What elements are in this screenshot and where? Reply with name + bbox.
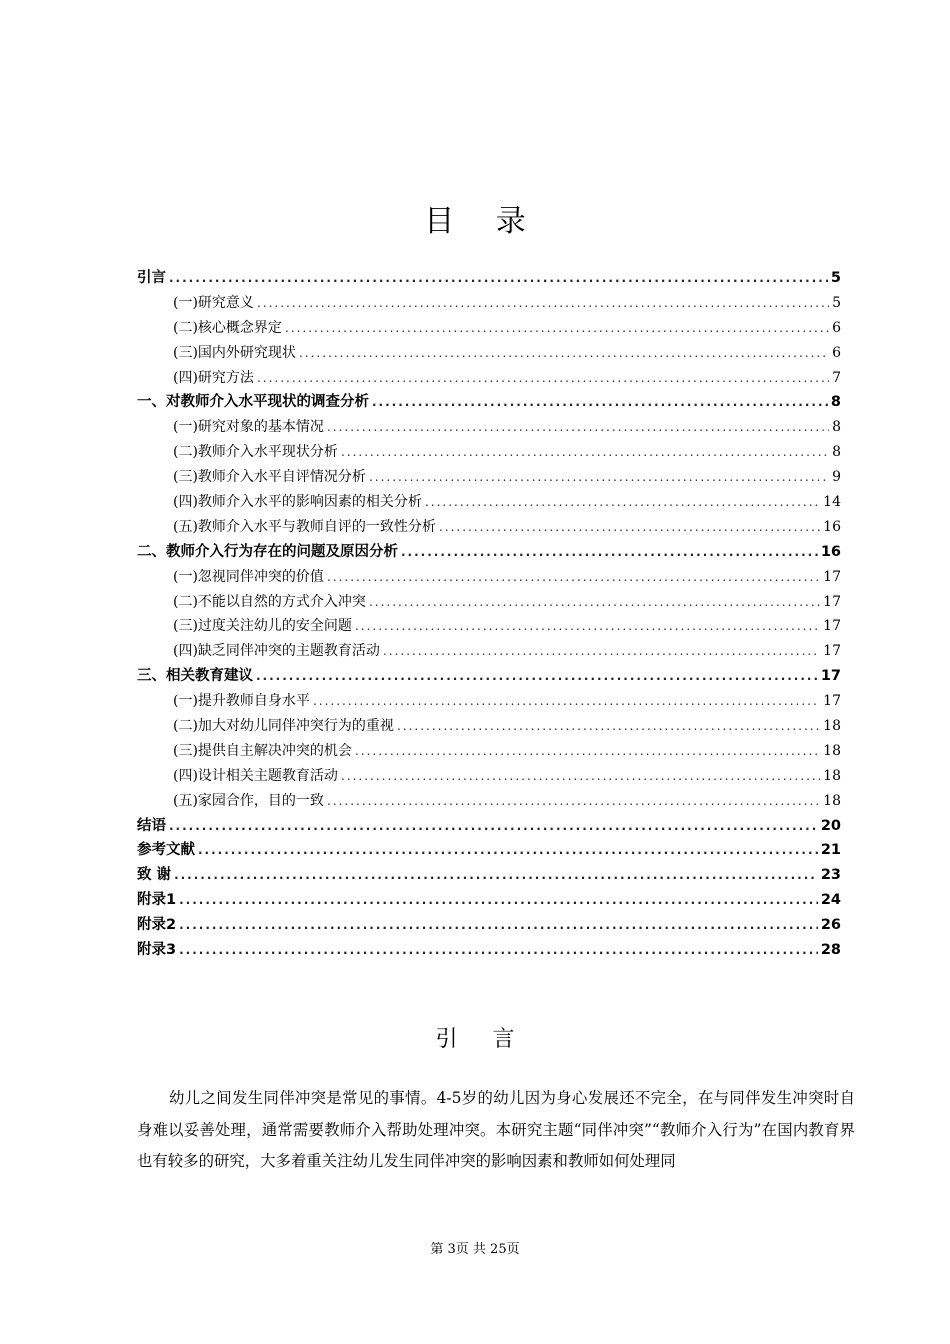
toc-entry-page: 18 [823, 792, 841, 809]
toc-dot-leader [341, 440, 829, 465]
toc-entry-page: 8 [830, 394, 841, 411]
toc-entry-label: (五)教师介入水平与教师自评的一致性分析 [173, 518, 436, 535]
toc-entry[interactable] [137, 316, 841, 341]
toc-entry-page: 14 [823, 494, 841, 511]
toc-entry-page: 17 [820, 668, 841, 685]
toc-entry[interactable] [137, 664, 841, 689]
toc-entry-label: (三)过度关注幼儿的安全问题 [173, 618, 352, 635]
toc-dot-leader [439, 515, 820, 540]
toc-entry[interactable] [137, 838, 841, 863]
toc-entry-label: (三)教师介入水平自评情况分析 [173, 469, 366, 486]
toc-dot-leader [397, 714, 820, 739]
toc-entry[interactable] [137, 863, 841, 888]
toc-entry-page: 18 [823, 742, 841, 759]
toc-dot-leader [425, 490, 820, 515]
toc-dot-leader [369, 590, 820, 615]
toc-dot-leader [169, 814, 818, 839]
toc-dot-leader [355, 739, 820, 764]
toc-entry-label: 附录3 [137, 942, 177, 959]
toc-entry-page: 6 [832, 344, 841, 361]
toc-dot-leader [169, 266, 828, 291]
toc-entry-page: 8 [832, 419, 841, 436]
toc-entry-page: 17 [823, 618, 841, 635]
toc-entry-label: 参考文献 [137, 842, 195, 859]
toc-entry-label: (二)不能以自然的方式介入冲突 [173, 593, 366, 610]
toc-entry[interactable] [137, 739, 841, 764]
toc-entry[interactable] [137, 440, 841, 465]
toc-entry-page: 8 [832, 444, 841, 461]
toc-entry-page: 17 [823, 568, 841, 585]
toc-entry-page: 5 [830, 270, 841, 286]
toc-dot-leader [179, 888, 818, 913]
toc-entry-label: (一)研究意义 [173, 294, 254, 311]
toc-entry-page: 16 [823, 518, 841, 535]
toc-dot-leader [179, 913, 818, 938]
toc-dot-leader [327, 789, 820, 814]
toc-entry-label: 二、教师介入行为存在的问题及原因分析 [137, 543, 398, 560]
toc-entry[interactable] [137, 390, 841, 415]
toc-entry-label: 三、相关教育建议 [137, 668, 253, 685]
toc-entry-label: (四)缺乏同伴冲突的主题教育活动 [173, 643, 380, 660]
toc-entry[interactable] [137, 590, 841, 615]
toc-entry-page: 18 [823, 718, 841, 735]
toc-dot-leader [341, 764, 820, 789]
toc-entry[interactable] [137, 291, 841, 316]
toc-entry-page: 20 [820, 817, 841, 834]
toc-entry-label: (二)加大对幼儿同伴冲突行为的重视 [173, 718, 394, 735]
toc-entry-label: (三)提供自主解决冲突的机会 [173, 742, 352, 759]
toc-entry[interactable] [137, 565, 841, 590]
toc-entry[interactable] [137, 540, 841, 565]
toc-entry[interactable] [137, 938, 841, 963]
toc-entry-page: 7 [832, 369, 841, 386]
toc-entry-page: 17 [823, 643, 841, 660]
toc-entry[interactable] [137, 913, 841, 938]
toc-dot-leader [383, 639, 820, 664]
toc-entry-label: (五)家园合作，目的一致 [173, 792, 324, 809]
toc-entry-label: 致 谢 [137, 867, 172, 884]
toc-entry-label: 引言 [137, 270, 166, 286]
body-paragraph: 幼儿之间发生同伴冲突是常见的事情。4-5岁的幼儿因为身心发展还不完全，在与同伴发生冲突时自身难以妥善处理，通常需要教师介入帮助处理冲突。本研究主题“同伴冲突”“教师介入行为”在国内教育界也有较多的研究，大多着重关注幼儿发生同伴冲突的影响因素和教师如何处理同 [137, 1089, 855, 1170]
toc-entry[interactable] [137, 764, 841, 789]
toc-entry-label: (四)教师介入水平的影响因素的相关分析 [173, 494, 422, 511]
toc-entry-label: (三)国内外研究现状 [173, 344, 296, 361]
toc-entry[interactable] [137, 515, 841, 540]
toc-dot-leader [327, 415, 829, 440]
toc-entry[interactable] [137, 714, 841, 739]
toc-dot-leader [327, 565, 820, 590]
toc-entry-page: 17 [823, 593, 841, 610]
toc-title: 目 录 [424, 204, 542, 239]
toc-dot-leader [299, 341, 829, 366]
toc-entry-label: (一)提升教师自身水平 [173, 693, 310, 710]
toc-entry[interactable] [137, 689, 841, 714]
toc-entry-label: (四)研究方法 [173, 369, 254, 386]
toc-entry[interactable] [137, 266, 841, 291]
toc-entry[interactable] [137, 366, 841, 391]
toc-entry-page: 5 [832, 294, 841, 311]
section-title: 引 言 [435, 1027, 529, 1052]
toc-entry-page: 26 [820, 917, 841, 934]
toc-dot-leader [313, 689, 820, 714]
toc-entry[interactable] [137, 789, 841, 814]
toc-entry[interactable] [137, 614, 841, 639]
toc-entry-label: 结语 [137, 817, 166, 834]
toc-entry-page: 9 [832, 469, 841, 486]
toc-entry-label: 附录1 [137, 892, 177, 909]
toc-entry-page: 28 [820, 942, 841, 959]
toc-entry[interactable] [137, 415, 841, 440]
page-footer: 第 3页 共 25页 [430, 1242, 520, 1257]
toc-entry[interactable] [137, 490, 841, 515]
toc-entry[interactable] [137, 341, 841, 366]
toc-dot-leader [257, 366, 829, 391]
toc-entry-page: 16 [820, 543, 841, 560]
toc-entry-label: (四)设计相关主题教育活动 [173, 767, 338, 784]
toc-entry-page: 6 [832, 319, 841, 336]
toc-dot-leader [355, 614, 820, 639]
toc-entry-label: (二)教师介入水平现状分析 [173, 444, 338, 461]
toc-entry[interactable] [137, 888, 841, 913]
toc-dot-leader [257, 291, 829, 316]
table-of-contents [137, 266, 841, 963]
toc-dot-leader [174, 863, 818, 888]
toc-dot-leader [369, 465, 829, 490]
toc-entry-page: 23 [820, 867, 841, 884]
toc-entry-page: 17 [823, 693, 841, 710]
toc-entry-page: 21 [820, 842, 841, 859]
toc-entry-label: (一)研究对象的基本情况 [173, 419, 324, 436]
toc-dot-leader [401, 540, 818, 565]
toc-entry[interactable] [137, 814, 841, 839]
toc-entry[interactable] [137, 465, 841, 490]
toc-entry[interactable] [137, 639, 841, 664]
toc-dot-leader [372, 390, 828, 415]
toc-dot-leader [198, 838, 818, 863]
toc-entry-label: (一)忽视同伴冲突的价值 [173, 568, 324, 585]
toc-entry-label: (二)核心概念界定 [173, 319, 282, 336]
toc-dot-leader [256, 664, 818, 689]
toc-dot-leader [285, 316, 829, 341]
toc-dot-leader [179, 938, 818, 963]
toc-entry-page: 18 [823, 767, 841, 784]
toc-entry-label: 一、对教师介入水平现状的调查分析 [137, 394, 369, 411]
toc-entry-page: 24 [820, 892, 841, 909]
toc-entry-label: 附录2 [137, 917, 177, 934]
